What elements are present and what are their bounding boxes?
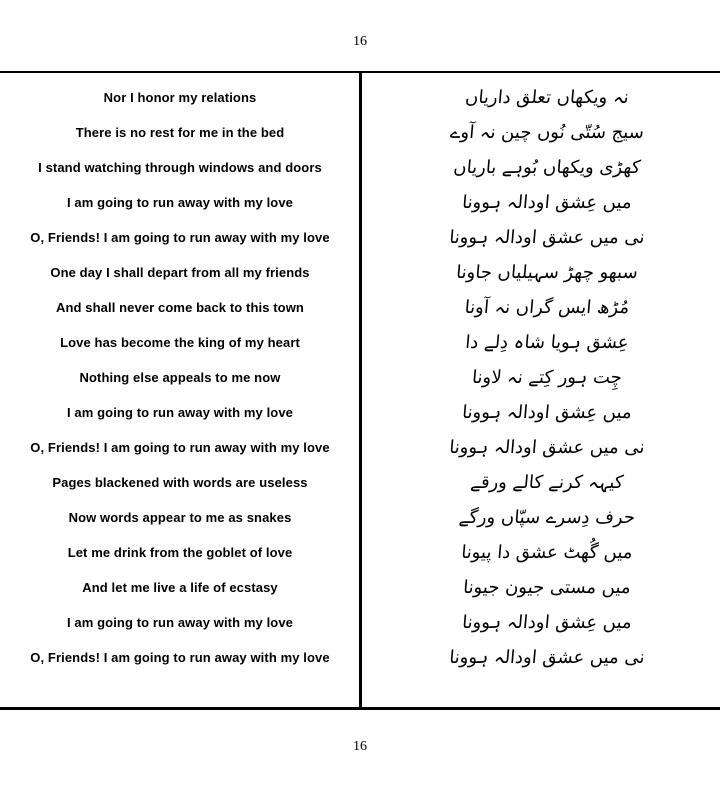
english-line: One day I shall depart from all my friends xyxy=(50,265,310,280)
urdu-line: سبھو چھڑ سہیلیاں جاونا xyxy=(455,262,639,283)
english-line: I am going to run away with my love xyxy=(67,195,293,210)
urdu-line: نہ ویکھاں تعلق داریاں xyxy=(464,87,630,108)
english-line: Love has become the king of my heart xyxy=(60,335,300,350)
bottom-rule xyxy=(0,707,720,710)
urdu-line: سیج سُتّی نُوں چین نہ آوے xyxy=(449,122,645,143)
urdu-line: نی میں عشق اودالہ ہوونا xyxy=(448,227,646,248)
urdu-line: کیہہ کرنے کالے ورقے xyxy=(469,472,625,493)
urdu-line: نی میں عشق اودالہ ہوونا xyxy=(448,437,646,458)
english-line: I am going to run away with my love xyxy=(67,615,293,630)
english-line: Nothing else appeals to me now xyxy=(79,370,281,385)
english-line: And let me live a life of ecstasy xyxy=(82,580,278,595)
english-line: Now words appear to me as snakes xyxy=(68,510,292,525)
urdu-line: میں عِشق اودالہ ہوونا xyxy=(461,192,633,213)
urdu-line: مُڑھ ایس گراں نہ آونا xyxy=(463,297,631,318)
english-line: Let me drink from the goblet of love xyxy=(67,545,293,560)
english-line: Nor I honor my relations xyxy=(103,90,257,105)
english-line: Pages blackened with words are useless xyxy=(52,475,308,490)
english-line: I am going to run away with my love xyxy=(67,405,293,420)
page-number-bottom: 16 xyxy=(353,739,367,754)
english-line: O, Friends! I am going to run away with my love xyxy=(30,440,330,455)
english-line: O, Friends! I am going to run away with my love xyxy=(30,650,330,665)
english-line: There is no rest for me in the bed xyxy=(75,125,285,140)
urdu-line: عِشق ہویا شاہ دِلے دا xyxy=(464,332,630,353)
urdu-line: نی میں عشق اودالہ ہوونا xyxy=(448,647,646,668)
urdu-line: میں گُھٹ عشق دا پیونا xyxy=(460,542,634,563)
english-line: And shall never come back to this town xyxy=(56,300,304,315)
english-line: I stand watching through windows and doors xyxy=(38,160,322,175)
urdu-line: میں مستی جیون جیونا xyxy=(462,577,632,598)
urdu-line: کھڑی ویکھاں بُوہے باریاں xyxy=(452,157,642,178)
english-line: O, Friends! I am going to run away with my love xyxy=(30,230,330,245)
urdu-line: حرف دِسرے سپّاں ورگے xyxy=(457,507,637,528)
column-divider xyxy=(359,71,362,709)
urdu-line: میں عِشق اودالہ ہوونا xyxy=(461,612,633,633)
urdu-line: میں عِشق اودالہ ہوونا xyxy=(461,402,633,423)
page-number-top: 16 xyxy=(353,34,367,49)
urdu-line: چِت ہور کِتے نہ لاونا xyxy=(471,367,623,388)
